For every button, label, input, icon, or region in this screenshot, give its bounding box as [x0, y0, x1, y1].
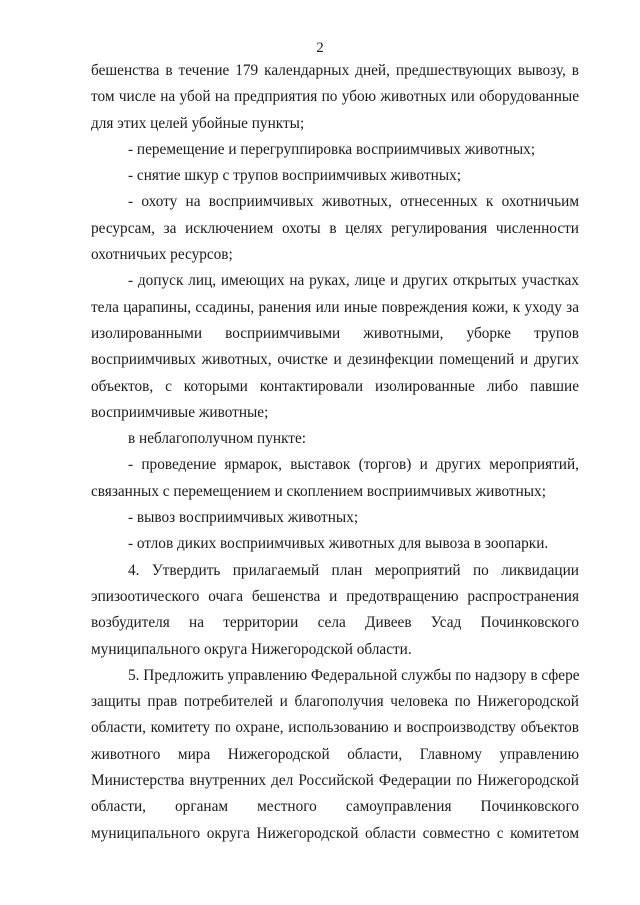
document-body — [91, 58, 579, 847]
text-line: восприимчивых животных, очистке и дезинфекции помещений и других — [91, 351, 579, 369]
text-line: - снятие шкур с трупов восприимчивых животных; — [128, 167, 462, 185]
text-line: изолированными восприимчивыми животными, уборке трупов — [91, 324, 579, 342]
text-line: муниципального округа Нижегородской области. — [91, 640, 412, 658]
text-line: эпизоотического очага бешенства и предотвращению распространения — [91, 587, 579, 605]
text-line: ресурсам, за исключением охоты в целях регулирования численности — [91, 219, 579, 237]
text-line: - охоту на восприимчивых животных, отнесенных к охотничьим — [128, 193, 579, 211]
text-line: возбудителя на территории села Дивеев Усад Починковского — [91, 614, 579, 632]
text-line: области, органам местного самоуправления Починковского — [91, 798, 579, 816]
text-line: - отлов диких восприимчивых животных для вывоза в зоопарки. — [128, 535, 549, 553]
text-line: - допуск лиц, имеющих на руках, лице и других открытых участках — [128, 272, 579, 290]
text-line: для этих целей убойные пункты; — [91, 114, 305, 132]
page-number: 2 — [316, 40, 324, 56]
text-line: объектов, с которыми контактировали изолированные либо павшие — [91, 377, 579, 395]
text-line: муниципального округа Нижегородской области совместно с комитетом — [91, 824, 579, 842]
text-line: защиты прав потребителей и благополучия человека по Нижегородской — [91, 693, 579, 711]
text-line: - перемещение и перегруппировка восприимчивых животных; — [128, 140, 536, 158]
text-line: в неблагополучном пункте: — [128, 430, 307, 448]
text-line: связанных с перемещением и скоплением восприимчивых животных; — [91, 482, 546, 500]
text-line: тела царапины, ссадины, ранения или иные повреждения кожи, к уходу за — [91, 298, 579, 316]
text-line: восприимчивые животные; — [91, 403, 269, 421]
text-line: Министерства внутренних дел Российской Федерации по Нижегородской — [91, 772, 579, 790]
text-line: - вывоз восприимчивых животных; — [128, 509, 359, 527]
text-line: области, комитету по охране, использованию и воспроизводству объектов — [91, 719, 579, 737]
text-line: 4. Утвердить прилагаемый план мероприятий по ликвидации — [128, 561, 579, 579]
text-line: 5. Предложить управлению Федеральной службы по надзору в сфере — [128, 666, 580, 684]
text-line: животного мира Нижегородской области, Главному управлению — [91, 745, 579, 763]
text-line: том числе на убой на предприятия по убою животных или оборудованные — [91, 88, 579, 106]
text-line: охотничьих ресурсов; — [91, 246, 233, 264]
text-line: бешенства в течение 179 календарных дней, предшествующих вывозу, в — [91, 62, 579, 79]
text-line: - проведение ярмарок, выставок (торгов) и других мероприятий, — [128, 456, 579, 474]
